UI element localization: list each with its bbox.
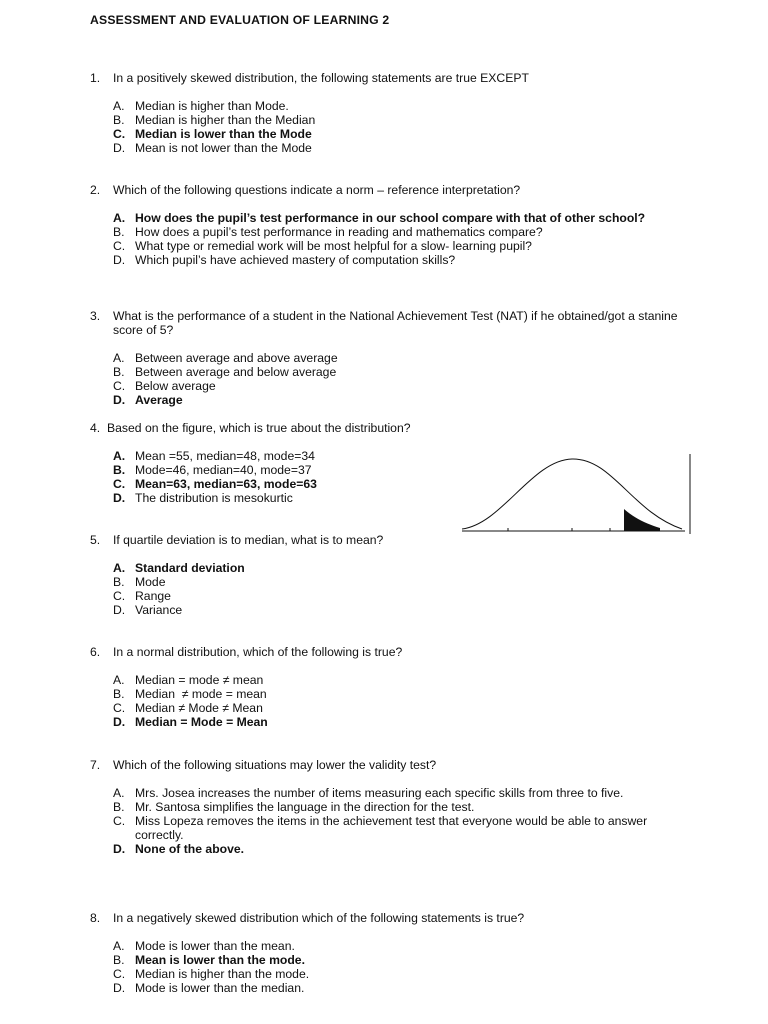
question-stem: In a positively skewed distribution, the following statements are true EXCEPT bbox=[113, 71, 529, 85]
option-d: D. Which pupil’s have achieved mastery of computation skills? bbox=[113, 253, 456, 267]
option-d: D. Mean is not lower than the Mode bbox=[113, 141, 312, 155]
option-b: B. Mode=46, median=40, mode=37 bbox=[113, 463, 312, 477]
shaded-tail-region bbox=[624, 509, 660, 531]
option-a: A. Median = mode ≠ mean bbox=[113, 673, 264, 687]
option-b: B. Between average and below average bbox=[113, 365, 337, 379]
distribution-curve-figure bbox=[462, 452, 692, 536]
option-d: D. Variance bbox=[113, 603, 183, 617]
question-3 bbox=[90, 309, 690, 407]
option-c: C. Median is higher than the mode. bbox=[113, 967, 310, 981]
question-stem: What is the performance of a student in the National Achievement Test (NAT) if he obtained/got a stanine score of 5? bbox=[113, 309, 678, 337]
option-c: C. Miss Lopeza removes the items in the achievement test that everyone would be able to answer correctly. bbox=[113, 814, 648, 842]
question-stem: If quartile deviation is to median, what is to mean? bbox=[113, 533, 384, 547]
option-c-answer: C. Mean=63, median=63, mode=63 bbox=[113, 477, 317, 491]
question-stem: In a normal distribution, which of the following is true? bbox=[113, 645, 403, 659]
option-a: A. Median is higher than Mode. bbox=[113, 99, 289, 113]
option-d-answer: D. Average bbox=[113, 393, 183, 407]
question-7 bbox=[90, 758, 703, 856]
option-a-answer: A. How does the pupil’s test performance in our school compare with that of other school? bbox=[113, 211, 646, 225]
option-c: C. Below average bbox=[113, 379, 216, 393]
question-stem: Which of the following situations may lower the validity test? bbox=[113, 758, 437, 772]
option-c: C. Median ≠ Mode ≠ Mean bbox=[113, 701, 263, 715]
option-b: B. Mr. Santosa simplifies the language in the direction for the test. bbox=[113, 800, 475, 814]
question-number: 2. bbox=[90, 183, 101, 197]
question-stem: In a negatively skewed distribution which of the following statements is true? bbox=[113, 911, 525, 925]
question-6 bbox=[90, 645, 703, 729]
option-b: B. Median is higher than the Median bbox=[113, 113, 316, 127]
question-4 bbox=[90, 421, 487, 505]
option-a-answer: A. Standard deviation bbox=[113, 561, 245, 575]
question-number: 3. bbox=[90, 309, 101, 323]
option-d-answer: D. Median = Mode = Mean bbox=[113, 715, 268, 729]
option-b-answer: B. Mean is lower than the mode. bbox=[113, 953, 305, 967]
option-d: D. The distribution is mesokurtic bbox=[113, 491, 293, 505]
page-title: ASSESSMENT AND EVALUATION OF LEARNING 2 bbox=[90, 13, 390, 27]
question-1 bbox=[90, 71, 703, 155]
option-a: A. Mean =55, median=48, mode=34 bbox=[113, 449, 315, 463]
option-d-answer: D. None of the above. bbox=[113, 842, 245, 856]
option-a: A. Between average and above average bbox=[113, 351, 338, 365]
option-b: B. Median ≠ mode = mean bbox=[113, 687, 267, 701]
question-stem: Which of the following questions indicate a norm – reference interpretation? bbox=[113, 183, 521, 197]
option-a: A. Mode is lower than the mean. bbox=[113, 939, 295, 953]
option-c-answer: C. Median is lower than the Mode bbox=[113, 127, 312, 141]
option-d: D. Mode is lower than the median. bbox=[113, 981, 305, 995]
question-stem: Based on the figure, which is true about the distribution? bbox=[107, 421, 411, 435]
question-2 bbox=[90, 183, 703, 267]
question-number: 8. bbox=[90, 911, 101, 925]
option-c: C. Range bbox=[113, 589, 171, 603]
question-number: 5. bbox=[90, 533, 101, 547]
option-b: B. Mode bbox=[113, 575, 166, 589]
question-number: 4. bbox=[90, 421, 101, 435]
question-8 bbox=[90, 911, 703, 995]
curve-line bbox=[462, 459, 682, 529]
question-number: 6. bbox=[90, 645, 101, 659]
question-number: 1. bbox=[90, 71, 101, 85]
question-5 bbox=[90, 533, 690, 617]
option-c: C. What type or remedial work will be most helpful for a slow- learning pupil? bbox=[113, 239, 532, 253]
option-a: A. Mrs. Josea increases the number of items measuring each specific skills from three to five. bbox=[113, 786, 624, 800]
question-number: 7. bbox=[90, 758, 101, 772]
option-b: B. How does a pupil’s test performance in reading and mathematics compare? bbox=[113, 225, 543, 239]
